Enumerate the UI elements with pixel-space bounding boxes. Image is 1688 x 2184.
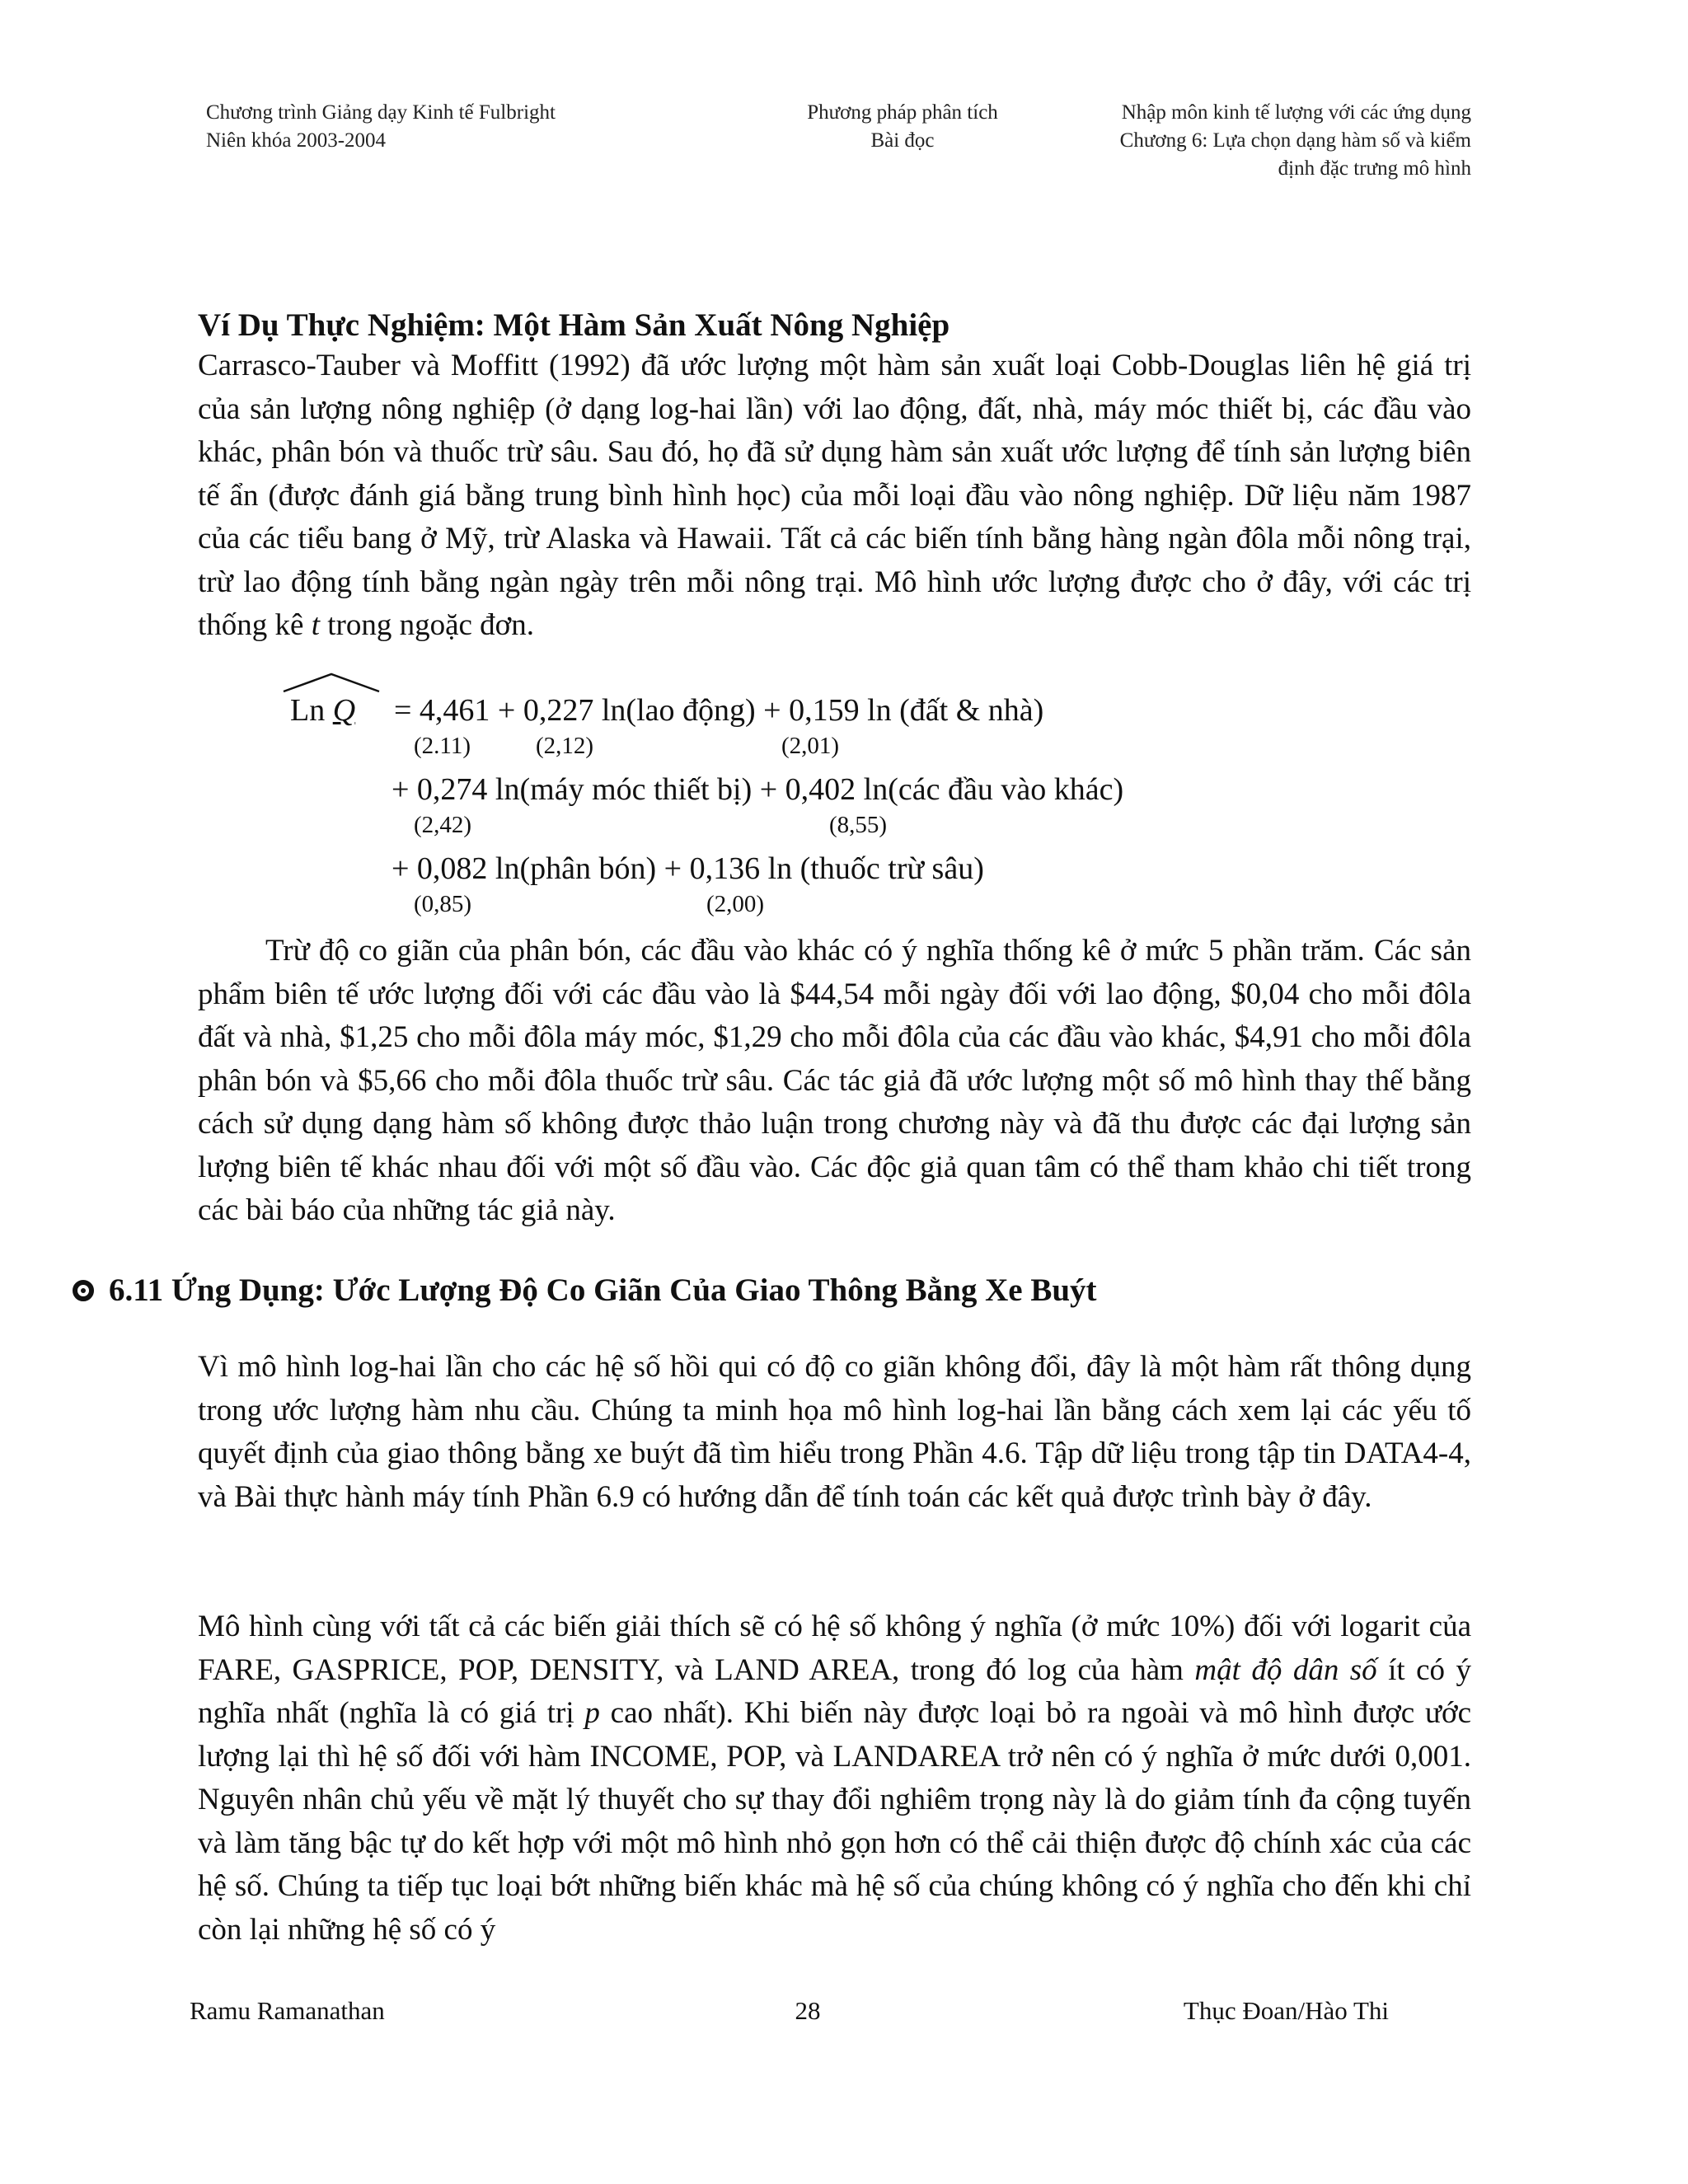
section-title: 6.11 Ứng Dụng: Ước Lượng Độ Co Giãn Của Giao Thông Bằng Xe Buýt — [109, 1272, 1097, 1308]
bus-model-text-c: cao nhất). Khi biến này được loại bỏ ra ngoài và mô hình được ước lượng lại thì hệ số đối với hàm INCOME, POP, và LANDAREA trở nên có ý nghĩa ở mức dưới 0,001. Nguyên nhân chủ yếu về mặt lý thuyết cho sự thay đổi nghiêm trọng này là do giảm tính đa cộng tuyến và làm tăng bậc tự do kết hợp với một mô hình nhỏ gọn hơn có thể cải thiện được độ chính xác của các hệ số. Chúng ta tiếp tục loại bớt những biến khác mà hệ số của chúng không có ý nghĩa cho đến khi chỉ còn lại những hệ số có ý — [198, 1696, 1472, 1947]
q-symbol: Q — [332, 693, 356, 728]
bus-intro-paragraph: Vì mô hình log-hai lần cho các hệ số hồi qui có độ co giãn không đổi, đây là một hàm rất thông dụng trong ước lượng hàm nhu cầu. Chúng ta minh họa mô hình log-hai lần bằng cách xem lại các yếu tố quyết định của giao thông bằng xe buýt đã tìm hiểu trong Phần 4.6. Tập dữ liệu trong tập tin DATA4-4, và Bài thực hành máy tính Phần 6.9 có hướng dẫn để tính toán các kết quả được trình bày ở đây. — [198, 1350, 1471, 1514]
tstat-1: (2.11) — [414, 733, 471, 759]
footer-translators: Thục Đoan/Hào Thi — [1183, 1996, 1389, 2025]
header-left — [206, 99, 701, 155]
bus-model-text-b: ít có ý nghĩa nhất (nghĩa là có giá trị — [198, 1652, 1472, 1730]
density-term: mật độ dân số — [1194, 1652, 1377, 1687]
header-right — [1071, 99, 1471, 183]
header-program: Chương trình Giảng dạy Kinh tế Fulbright — [206, 101, 556, 124]
header-chapter: Chương 6: Lựa chọn dạng hàm số và kiểm — [1119, 129, 1471, 152]
header-chapter-cont: định đặc trưng mô hình — [1278, 157, 1471, 180]
equation-line-1: = 4,461 + 0,227 ln(lao động) + 0,159 ln (đất & nhà) — [394, 693, 1044, 728]
equation-line-2: + 0,274 ln(máy móc thiết bị) + 0,402 ln(các đầu vào khác) — [392, 772, 1124, 807]
example-paragraph-end: trong ngoặc đơn. — [319, 608, 534, 642]
page-number: 28 — [795, 1996, 821, 2025]
example-paragraph — [198, 344, 1471, 648]
tstat-5: (8,55) — [829, 812, 888, 838]
header-book: Nhập môn kinh tế lượng với các ứng dụng — [1121, 101, 1471, 124]
tstat-7: (2,00) — [706, 891, 765, 917]
tstat-3: (2,01) — [781, 733, 840, 759]
bus-model-paragraph — [198, 1605, 1471, 1952]
t-symbol: t — [311, 608, 320, 642]
elasticity-paragraph: Trừ độ co giãn của phân bón, các đầu vào khác có ý nghĩa thống kê ở mức 5 phần trăm. Các sản phẩm biên tế ước lượng đối với các đầu vào là $44,54 mỗi ngày đối với lao động, $0,04 cho mỗi đôla đất và nhà, $1,25 cho mỗi đôla máy móc, $1,29 cho mỗi đôla của các đầu vào khác, $4,91 cho mỗi đôla phân bón và $5,66 cho mỗi đôla thuốc trừ sâu. Các tác giả đã ước lượng một số mô hình thay thế bằng cách sử dụng dạng hàm số không được thảo luận trong chương này và đã thu được các đại lượng sản lượng biên tế khác nhau đối với một số đầu vào. Các độc giả quan tâm có thể tham khảo chi tiết trong các bài báo của những tác giả này. — [198, 934, 1471, 1227]
ln-label: Ln — [290, 693, 333, 728]
tstat-4: (2,42) — [414, 812, 472, 838]
bullet-icon — [73, 1280, 94, 1301]
p-symbol: p — [584, 1696, 600, 1730]
equation-line-3: + 0,082 ln(phân bón) + 0,136 ln (thuốc trừ sâu) — [392, 851, 984, 886]
equation-lhs — [290, 691, 355, 730]
header-year: Niên khóa 2003-2004 — [206, 129, 387, 152]
header-method: Phương pháp phân tích — [807, 101, 998, 124]
example-title: Ví Dụ Thực Nghiệm: Một Hàm Sản Xuất Nông Nghiệp — [198, 307, 950, 343]
bus-model-text-a: Mô hình cùng với tất cả các biến giải thích sẽ có hệ số không ý nghĩa (ở mức 10%) đối với logarit của FARE, GASPRICE, POP, DENSITY, và LAND AREA, trong đó log của hàm — [198, 1610, 1471, 1687]
header-reading: Bài đọc — [870, 129, 935, 152]
tstat-6: (0,85) — [414, 891, 472, 917]
footer-author: Ramu Ramanathan — [190, 1996, 385, 2025]
example-paragraph-text: Carrasco-Tauber và Moffitt (1992) đã ước lượng một hàm sản xuất loại Cobb-Douglas liên hệ giá trị của sản lượng nông nghiệp (ở dạng log-hai lần) với lao động, đất, nhà, máy móc thiết bị, các đầu vào khác, phân bón và thuốc trừ sâu. Sau đó, họ đã sử dụng hàm sản xuất ước lượng để tính sản lượng biên tế ẩn (được đánh giá bằng trung bình hình học) của mỗi loại đầu vào nông nghiệp. Dữ liệu năm 1987 của các tiểu bang ở Mỹ, trừ Alaska và Hawaii. Tất cả các biến tính bằng hàng ngàn đôla mỗi nông trại, trừ lao động tính bằng ngàn ngày trên mỗi nông trại. Mô hình ước lượng được cho ở đây, với các trị thống kê — [198, 349, 1471, 642]
section-heading — [73, 1269, 1097, 1312]
header-center — [701, 99, 1104, 155]
tstat-2: (2,12) — [536, 733, 594, 759]
